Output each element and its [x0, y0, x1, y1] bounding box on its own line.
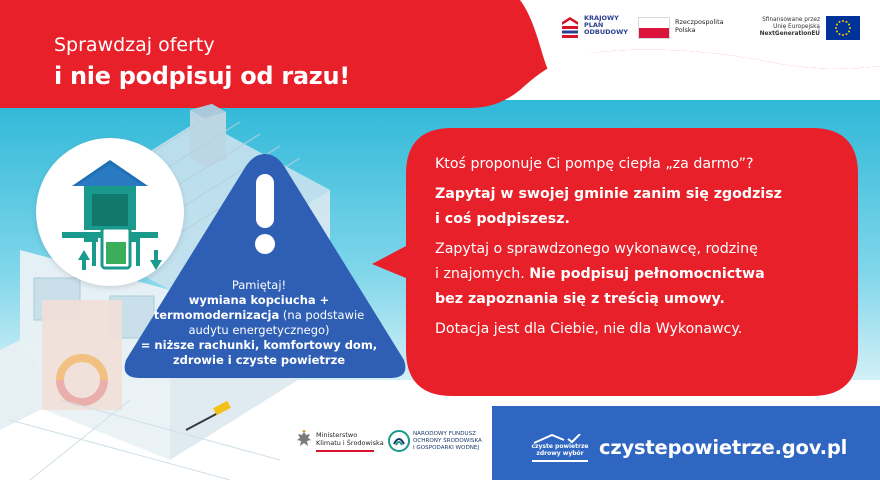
cp-logo-underline	[532, 460, 588, 462]
bubble-paragraph-1: Ktoś proponuje Ci pompę ciepła „za darmo”?	[435, 156, 754, 172]
exclamation-icon	[255, 174, 275, 254]
warning-line-2: wymiana kopciucha +	[188, 293, 330, 307]
nfosigw-mark-icon	[388, 430, 410, 452]
eagle-icon	[296, 430, 312, 452]
warning-line-6: zdrowie i czyste powietrze	[172, 353, 346, 367]
eu-line-3: NextGenerationEU	[759, 31, 820, 37]
czyste-powietrze-logo	[530, 434, 590, 464]
warning-line-3-rest: (na podstawie	[279, 308, 365, 322]
ministry-line-2: Klimatu i Środowiska	[316, 439, 384, 447]
kpo-logo	[560, 14, 632, 44]
bubble-paragraph-3-line-1: Zapytaj o sprawdzonego wykonawcę, rodzinę	[435, 241, 758, 257]
rp-line-1: Rzeczpospolita	[675, 18, 724, 26]
website-url[interactable]: czystepowietrze.gov.pl	[599, 436, 848, 459]
eu-flag-icon	[826, 16, 860, 40]
cp-logo-line-2: zdrowy wybór	[536, 450, 584, 457]
warning-line-5: = niższe rachunki, komfortowy dom,	[140, 338, 378, 352]
sponsor-logos	[560, 14, 870, 44]
bubble-paragraph-3-line-2-rest: i znajomych.	[435, 266, 530, 282]
title-line-1: Sprawdzaj oferty	[54, 34, 215, 56]
ministry-underline	[316, 450, 374, 452]
warning-line-4: audytu energetycznego)	[188, 323, 330, 337]
poland-flag-icon	[638, 17, 670, 39]
warning-text	[128, 278, 390, 368]
kpo-mark-icon	[560, 16, 580, 38]
bubble-paragraph-2-line-1: Zapytaj w swojej gminie zanim się zgodzisz	[435, 186, 782, 202]
eu-logo	[730, 14, 870, 44]
eu-line-1: Sfinansowane przez	[762, 17, 820, 23]
title-line-2: i nie podpisuj od razu!	[54, 62, 350, 90]
bubble-paragraph-3-line-2-bold: Nie podpisuj pełnomocnictwa	[529, 266, 765, 282]
bubble-paragraph-2-line-2: i coś podpiszesz.	[435, 211, 570, 227]
bubble-paragraph-4: Dotacja jest dla Ciebie, nie dla Wykonawcy.	[435, 321, 743, 337]
ministry-line-1: Ministerstwo	[316, 431, 358, 439]
nfosigw-logo	[388, 428, 488, 456]
cp-logo-line-1: czyste powietrze	[531, 443, 589, 450]
bubble-text	[435, 152, 835, 347]
nfosigw-line-2: OCHRONY ŚRODOWISKA	[413, 438, 482, 444]
rp-line-2: Polska	[675, 26, 696, 34]
nfosigw-line-1: NARODOWY FUNDUSZ	[413, 431, 477, 437]
warning-line-1: Pamiętaj!	[231, 278, 287, 292]
rp-logo	[638, 14, 728, 44]
kpo-line-1: KRAJOWY	[584, 14, 619, 22]
kpo-line-2: PLAN	[584, 21, 604, 29]
nfosigw-line-3: I GOSPODARKI WODNEJ	[413, 445, 480, 451]
bubble-paragraph-3-line-3: bez zapoznania się z treścią umowy.	[435, 291, 725, 307]
warning-line-3-bold: termomodernizacja	[153, 308, 280, 322]
kpo-line-3: ODBUDOWY	[584, 28, 628, 36]
ministry-logo	[296, 428, 386, 456]
eu-line-2: Unię Europejską	[773, 24, 820, 30]
